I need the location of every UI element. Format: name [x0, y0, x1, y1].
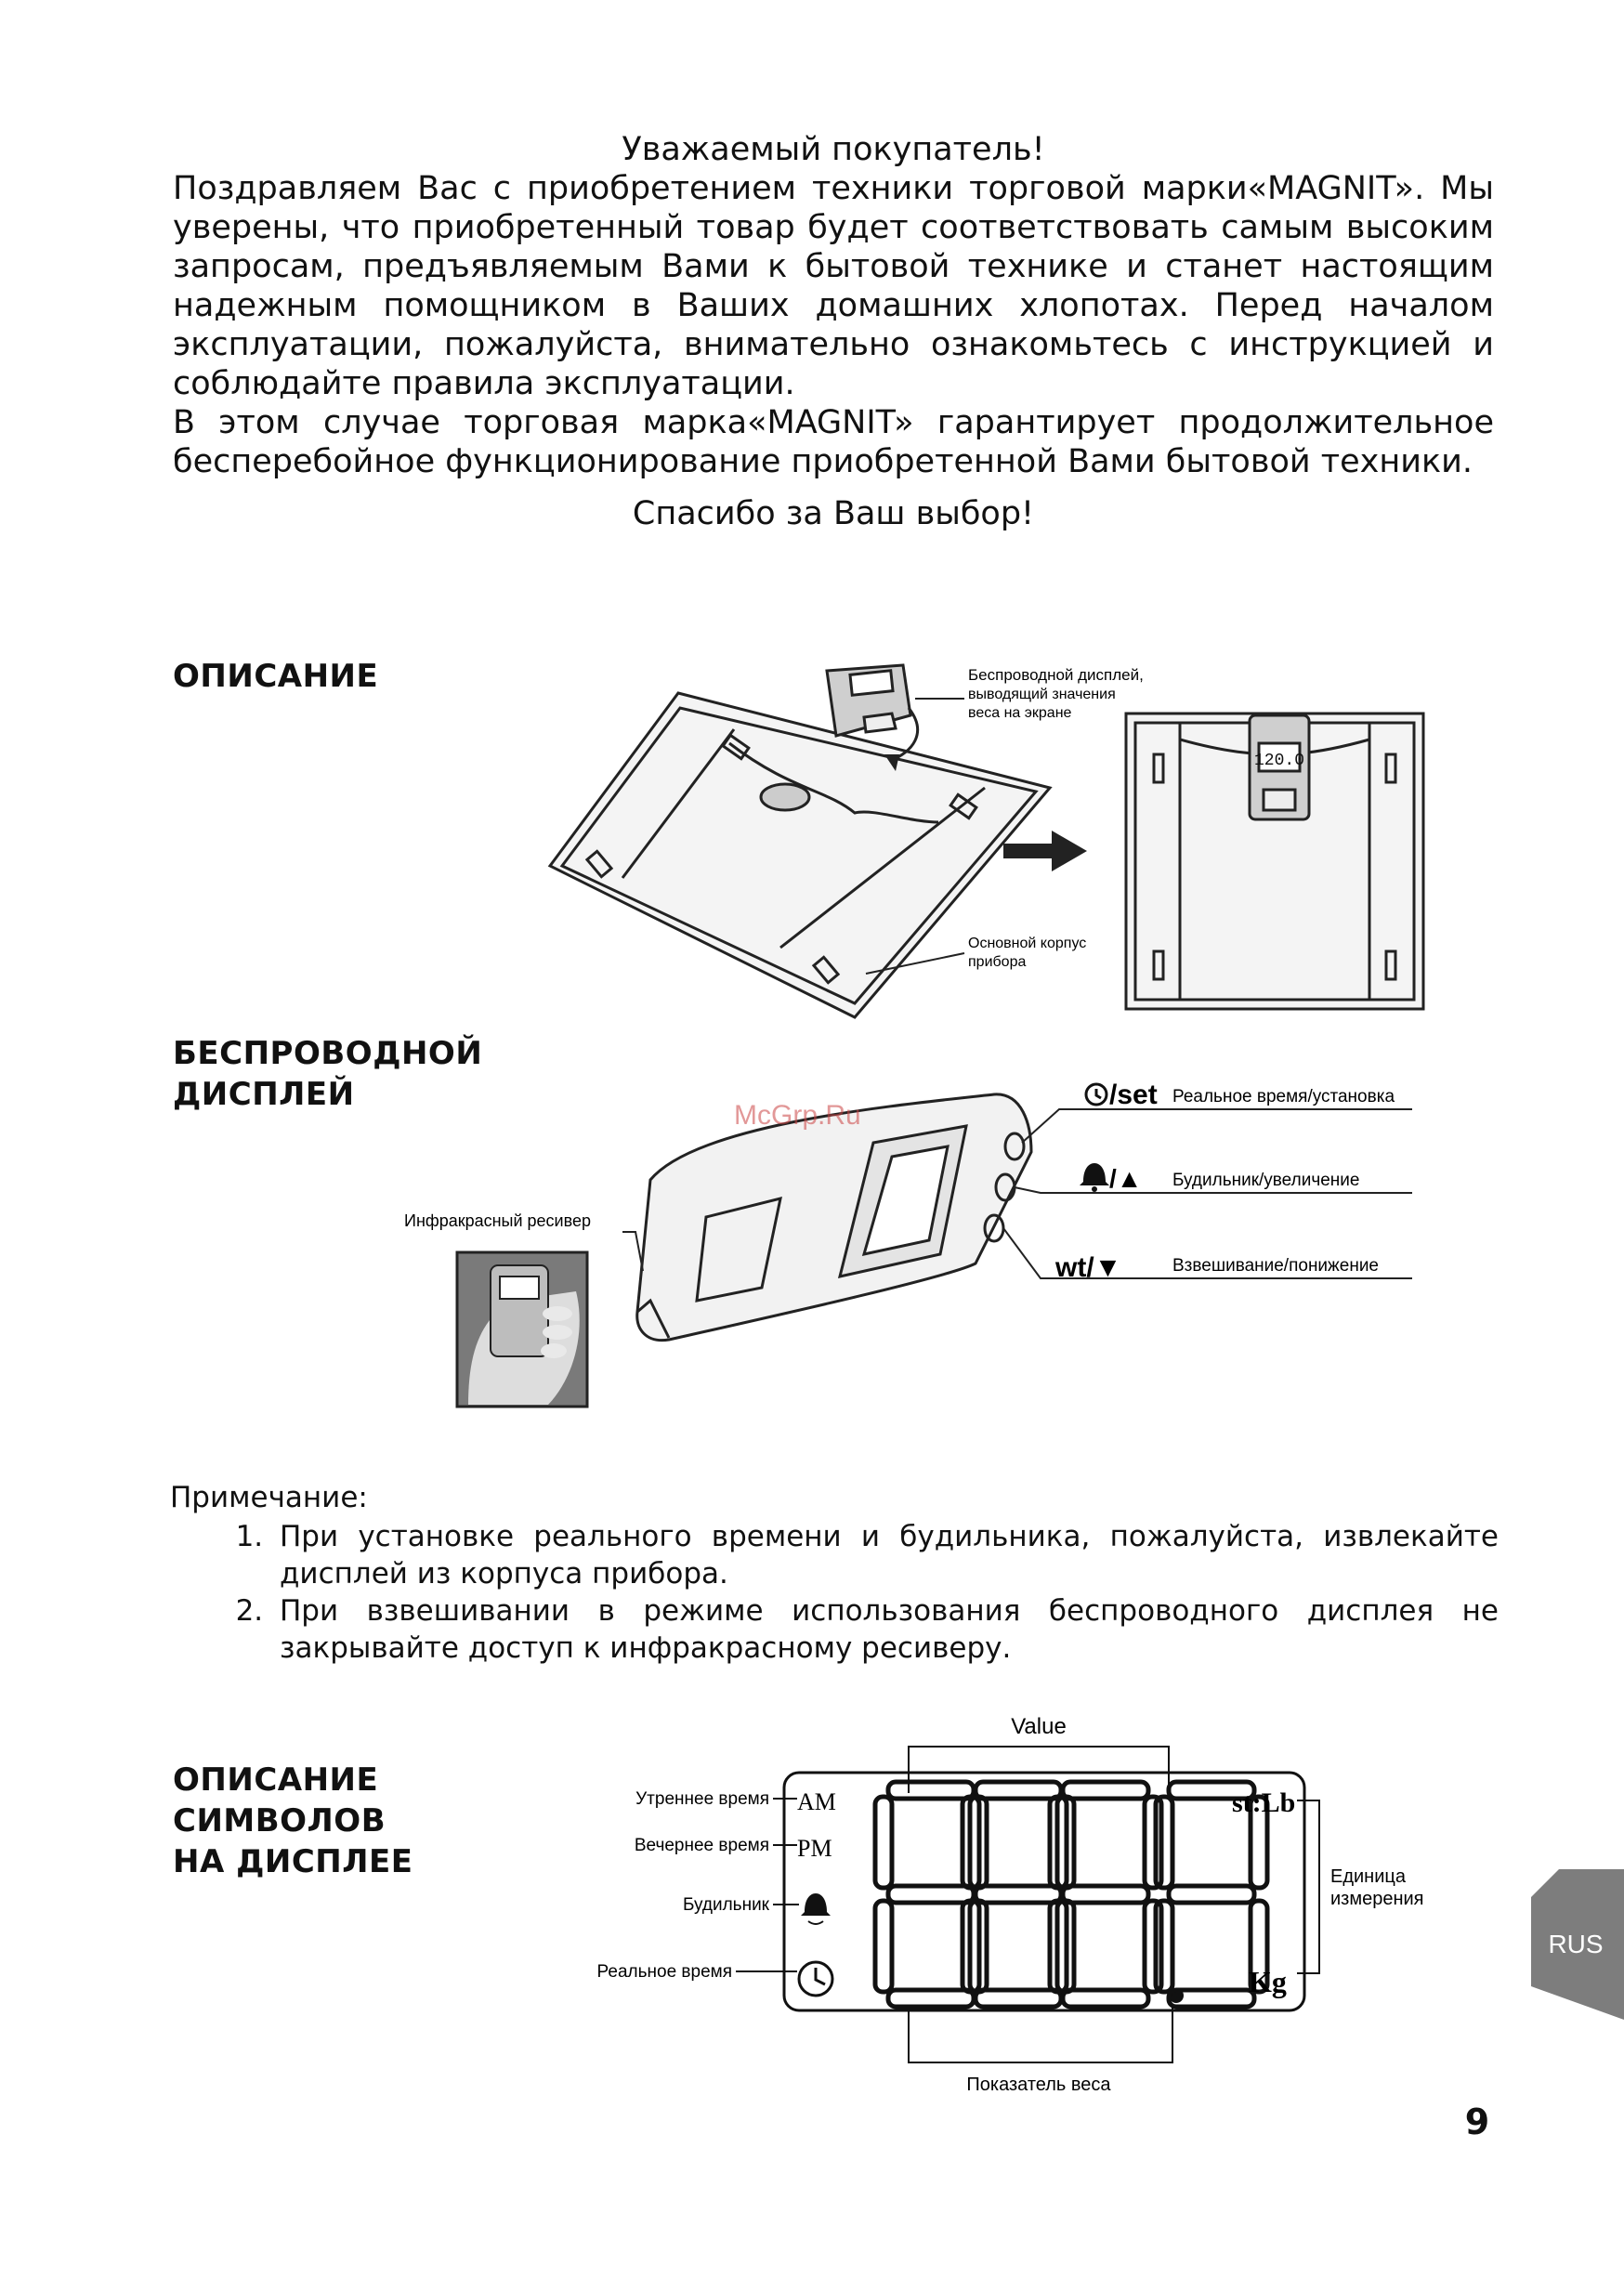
weight-label: Показатель веса — [966, 2075, 1111, 2095]
value-bracket — [909, 1747, 1169, 1793]
note-item-2: 2. При взвешивании в режиме использования беспроводного дисплея не закрывайте доступ к инфракрасному ресиверу. — [272, 1592, 1499, 1667]
wireless-display-illustration — [390, 1068, 1431, 1421]
am-indicator: AM — [797, 1788, 836, 1815]
unit-label-2: измерения — [1330, 1889, 1424, 1909]
btn-alarm-symbol: /▲ — [1109, 1164, 1143, 1193]
alarm-bell-icon — [801, 1893, 831, 1916]
heading-symbols-line-3: НА ДИСПЛЕЕ — [173, 1843, 413, 1880]
heading-description: ОПИСАНИЕ — [173, 658, 379, 695]
digit-1 — [875, 1782, 987, 2007]
pm-indicator: PM — [797, 1835, 832, 1862]
weight-bracket — [909, 2007, 1172, 2062]
greeting-paragraph-2: В этом случае торговая марка«MAGNIT» гарантирует продолжительное бесперебойное функционирование приобретенной Вами бытовой техники. — [173, 404, 1494, 480]
digit-3 — [1050, 1782, 1161, 2007]
btn-alarm-label: Будильник/увеличение — [1172, 1171, 1360, 1190]
label-display-2: выводящий значения — [968, 687, 1116, 702]
greeting-thanks: Спасибо за Ваш выбор! — [632, 495, 1035, 532]
remote-device — [637, 1094, 1031, 1341]
lcd-symbols-diagram — [539, 1700, 1486, 2095]
note-list — [170, 1518, 1499, 1667]
note-item-1: 1. При установке реального времени и будильника, пожалуйста, извлекайте дисплей из корпуса прибора. — [272, 1518, 1499, 1592]
heading-wireless-line-2: ДИСПЛЕЙ — [173, 1076, 355, 1113]
ir-leader — [622, 1232, 643, 1271]
greeting-block — [173, 130, 1494, 533]
label-display-3: веса на экране — [968, 705, 1072, 721]
watermark: McGrp.Ru — [734, 1100, 861, 1131]
label-body-2: прибора — [968, 954, 1027, 970]
ir-receiver-label: Инфракрасный ресивер — [404, 1211, 591, 1230]
lcd-frame — [784, 1773, 1304, 2010]
scale-assembled — [1126, 714, 1423, 1009]
heading-symbols — [173, 1760, 413, 1882]
hand-photo-inset — [457, 1252, 587, 1407]
label-display-1: Беспроводной дисплей, — [968, 666, 1144, 684]
evening-label: Вечернее время — [634, 1836, 769, 1855]
btn-set-symbol: /set — [1109, 1080, 1158, 1110]
heading-symbols-line-2: СИМВОЛОВ — [173, 1802, 386, 1839]
digit-2 — [963, 1782, 1074, 2007]
assembled-readout: 120.0 — [1253, 752, 1305, 770]
transform-arrow — [1003, 831, 1087, 871]
language-tab — [1531, 1869, 1624, 2020]
value-label: Value — [1011, 1714, 1067, 1739]
unit-kg: Kg — [1249, 1965, 1287, 1998]
btn-wt-symbol: wt/▼ — [1055, 1252, 1122, 1283]
unit-st-lb: st:Lb — [1232, 1787, 1296, 1818]
alarm-label: Будильник — [682, 1895, 769, 1915]
morning-label: Утреннее время — [635, 1789, 769, 1809]
scale-illustration — [520, 650, 1440, 1022]
heading-wireless-line-1: БЕСПРОВОДНОЙ — [173, 1035, 483, 1072]
btn-set-label: Реальное время/установка — [1172, 1087, 1395, 1106]
realtime-label: Реальное время — [596, 1962, 732, 1982]
greeting-title: Уважаемый покупатель! — [622, 131, 1045, 168]
note-title: Примечание: — [170, 1481, 368, 1514]
bell-icon — [1080, 1163, 1109, 1185]
remote-display-small — [827, 665, 910, 736]
greeting-paragraph-1: Поздравляем Вас с приобретением техники торговой марки«MAGNIT». Мы уверены, что приобретенный товар будет соответствовать самым высоким запросам, предъявляемым Вами к бытовой технике и станет настоящим надежным помощником в Ваших домашних хлопотах. Перед началом эксплуатации, пожалуйста, внимательно ознакомьтесь с инструкцией и соблюдайте правила эксплуатации. — [173, 170, 1494, 402]
unit-bracket — [1297, 1800, 1319, 1973]
btn-wt-label: Взвешивание/понижение — [1172, 1256, 1379, 1276]
unit-label-1: Единица — [1330, 1866, 1406, 1887]
page-number: 9 — [1464, 2101, 1490, 2142]
heading-symbols-line-1: ОПИСАНИЕ — [173, 1761, 379, 1799]
note-block — [170, 1479, 1499, 1667]
language-tab-label: RUS — [1548, 1930, 1604, 1958]
leader-set — [1022, 1109, 1412, 1143]
label-body-1: Основной корпус — [968, 936, 1087, 951]
